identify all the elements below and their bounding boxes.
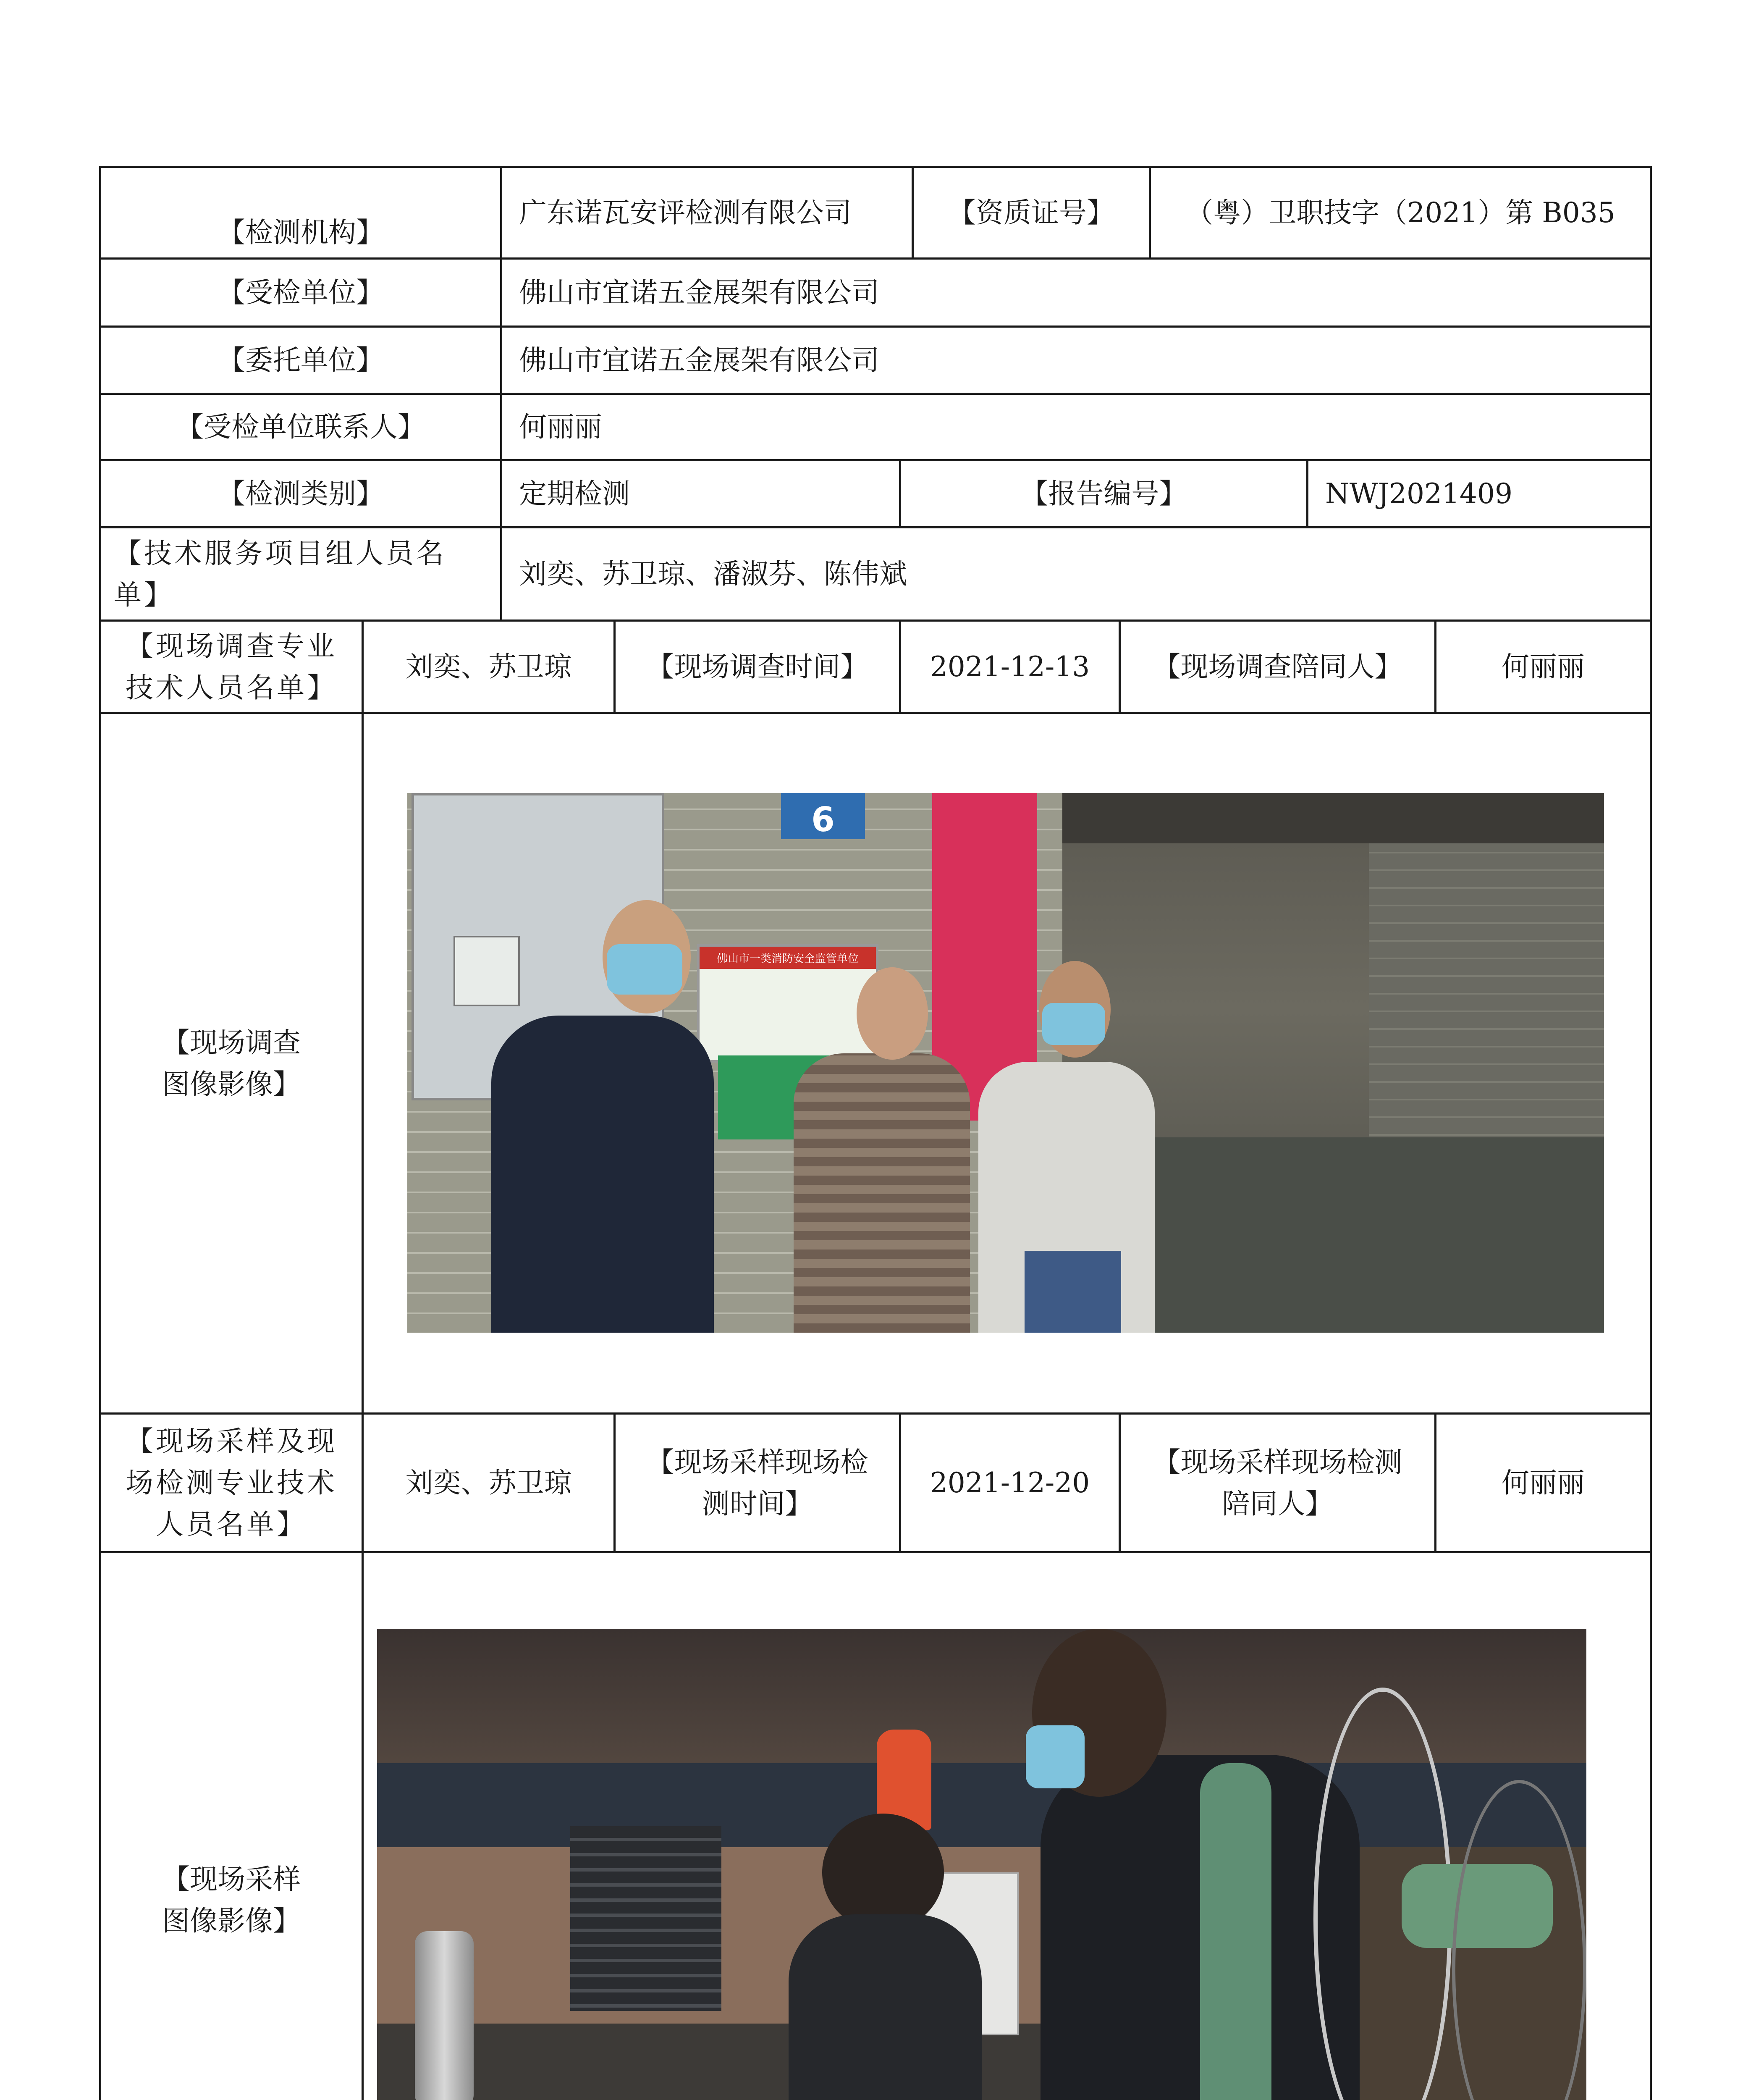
table-border-right [1650,166,1652,2100]
survey-image-label: 【现场调查图像影像】 [162,1026,301,1100]
category-label: 【检测类别】 [218,478,384,510]
entrusting-unit-label: 【委托单位】 [218,344,384,376]
team-label: 【技术服务项目组人员名单】 [114,537,446,611]
institution-label: 【检测机构】 [218,216,384,249]
qualification-label: 【资质证号】 [948,197,1114,229]
sampling-time-label: 【现场采样现场检测时间】 [646,1446,868,1520]
technician-seated-head [822,1814,944,1931]
report-no-label: 【报告编号】 [1020,478,1187,510]
thermos-flask [415,1931,474,2100]
sampling-image-label: 【现场采样图像影像】 [162,1863,301,1937]
survey-staff-value: 刘奕、苏卫琼 [405,651,572,683]
survey-photo [407,793,1604,1333]
inspected-unit-label: 【受检单位】 [218,276,384,309]
face-mask [1042,1003,1105,1045]
survey-time-value: 2021-12-13 [930,651,1090,683]
technician-seated-body [789,1914,982,2100]
entrusting-unit-value: 佛山市宜诺五金展架有限公司 [519,344,879,376]
person-middle-head [857,967,928,1060]
sampling-escort-value: 何丽丽 [1502,1467,1585,1499]
qualification-value: （粤）卫职技字（2021）第 B035 [1185,197,1615,229]
person-left-body [491,1016,714,1333]
sampling-photo [377,1629,1586,2100]
survey-time-label: 【现场调查时间】 [646,651,868,683]
metal-tube-stack [570,1826,721,2011]
contact-label: 【受检单位联系人】 [176,411,425,443]
contact-value: 何丽丽 [519,411,602,443]
sampling-staff-value: 刘奕、苏卫琼 [405,1467,572,1499]
person-right-jeans [1025,1251,1121,1333]
institution-value: 广东诺瓦安评检测有限公司 [519,197,852,229]
report-no-value: NWJ2021409 [1325,478,1512,510]
col-divider [362,620,364,2100]
sampling-escort-label: 【现场采样现场检测陪同人】 [1153,1446,1402,1520]
person-middle-body [794,1053,970,1333]
sampling-staff-label: 【现场采样及现场检测专业技术人员名单】 [126,1425,337,1541]
factory-roof [1062,793,1604,843]
gas-cylinder [1200,1763,1271,2100]
face-mask [607,944,682,995]
face-mask [1026,1725,1085,1788]
category-value: 定期检测 [519,478,630,510]
team-value: 刘奕、苏卫琼、潘淑芬、陈伟斌 [519,558,907,590]
safety-notice-board [697,944,878,1063]
electric-meter [453,936,520,1006]
survey-escort-value: 何丽丽 [1502,651,1585,683]
door-number-plate: 6 [781,793,865,839]
safety-notice-title: 佛山市一类消防安全监管单位 [700,947,876,969]
survey-staff-label: 【现场调查专业技术人员名单】 [126,630,337,704]
survey-escort-label: 【现场调查陪同人】 [1153,651,1402,683]
sampling-time-value: 2021-12-20 [930,1467,1090,1499]
inspected-unit-value: 佛山市宜诺五金展架有限公司 [519,276,879,309]
